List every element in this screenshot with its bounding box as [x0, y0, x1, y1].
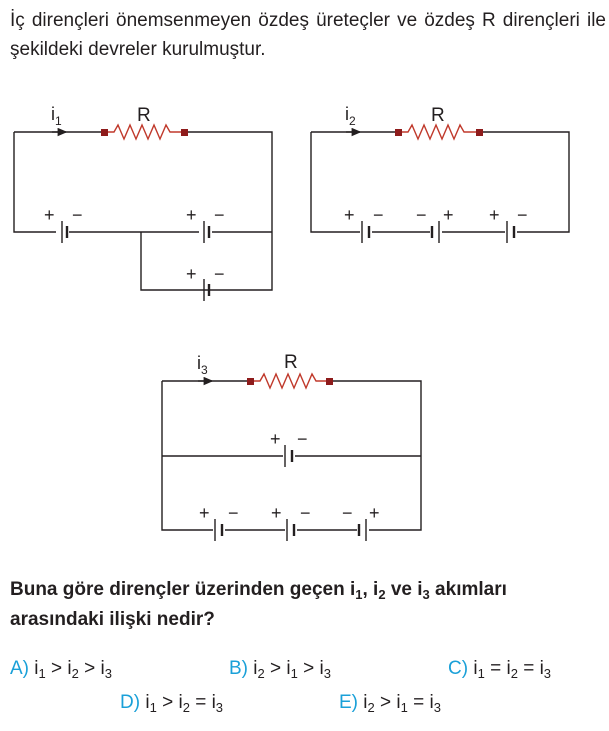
battery-3b [215, 519, 222, 541]
minus-sign: − [72, 205, 83, 225]
circuit-2-resistor-label: R [431, 105, 445, 126]
battery-2a [362, 221, 369, 243]
battery-2b [432, 221, 439, 243]
minus-sign: − [297, 429, 308, 449]
option-e[interactable]: E) $i_2 > i_1 = i_3$ [339, 692, 441, 715]
plus-sign: + [369, 503, 380, 523]
plus-sign: + [186, 264, 197, 284]
plus-sign: + [44, 205, 55, 225]
intro-text: İç dirençleri önemsenmeyen özdeş üreteçler ve özdeş R dirençleri ile şekildeki devreler kurulmuştur. [10, 10, 606, 60]
question-text: Buna göre dirençler üzerinden geçen $i_1$, $i_2$ ve $i_3$ akımları arasındaki ilişki nedir? [10, 579, 507, 630]
plus-sign: + [199, 503, 210, 523]
option-a[interactable]: A) $i_1 > i_2 > i_3$ [10, 658, 112, 681]
circuit-3-current-label: $i_3$ [197, 353, 208, 377]
plus-sign: + [443, 205, 454, 225]
battery-3a [285, 445, 292, 467]
plus-sign: + [270, 429, 281, 449]
battery-1a [62, 221, 67, 243]
minus-sign: − [214, 264, 225, 284]
circuit-1-current-label: $i_1$ [51, 104, 62, 128]
plus-sign: + [489, 205, 500, 225]
option-b[interactable]: B) $i_2 > i_1 > i_3$ [229, 658, 331, 681]
circuit-3-resistor-label: R [284, 352, 298, 373]
battery-3d [359, 519, 366, 541]
minus-sign: − [342, 503, 353, 523]
minus-sign: − [214, 205, 225, 225]
battery-1b [204, 221, 209, 243]
option-c[interactable]: C) $i_1 = i_2 = i_3$ [448, 658, 552, 681]
battery-2c [507, 221, 514, 243]
resistor-2 [398, 125, 480, 139]
circuit-2-current-label: $i_2$ [345, 104, 356, 128]
circuit-1-resistor-label: R [137, 105, 151, 126]
minus-sign: − [517, 205, 528, 225]
minus-sign: − [416, 205, 427, 225]
minus-sign: − [373, 205, 384, 225]
option-d[interactable]: D) $i_1 > i_2 = i_3$ [120, 692, 224, 715]
plus-sign: + [271, 503, 282, 523]
minus-sign: − [228, 503, 239, 523]
plus-sign: + [186, 205, 197, 225]
resistor-3 [250, 374, 330, 388]
circuit-2 [311, 125, 569, 243]
resistor-1 [104, 125, 186, 139]
battery-3c [287, 519, 294, 541]
plus-sign: + [344, 205, 355, 225]
minus-sign: − [300, 503, 311, 523]
